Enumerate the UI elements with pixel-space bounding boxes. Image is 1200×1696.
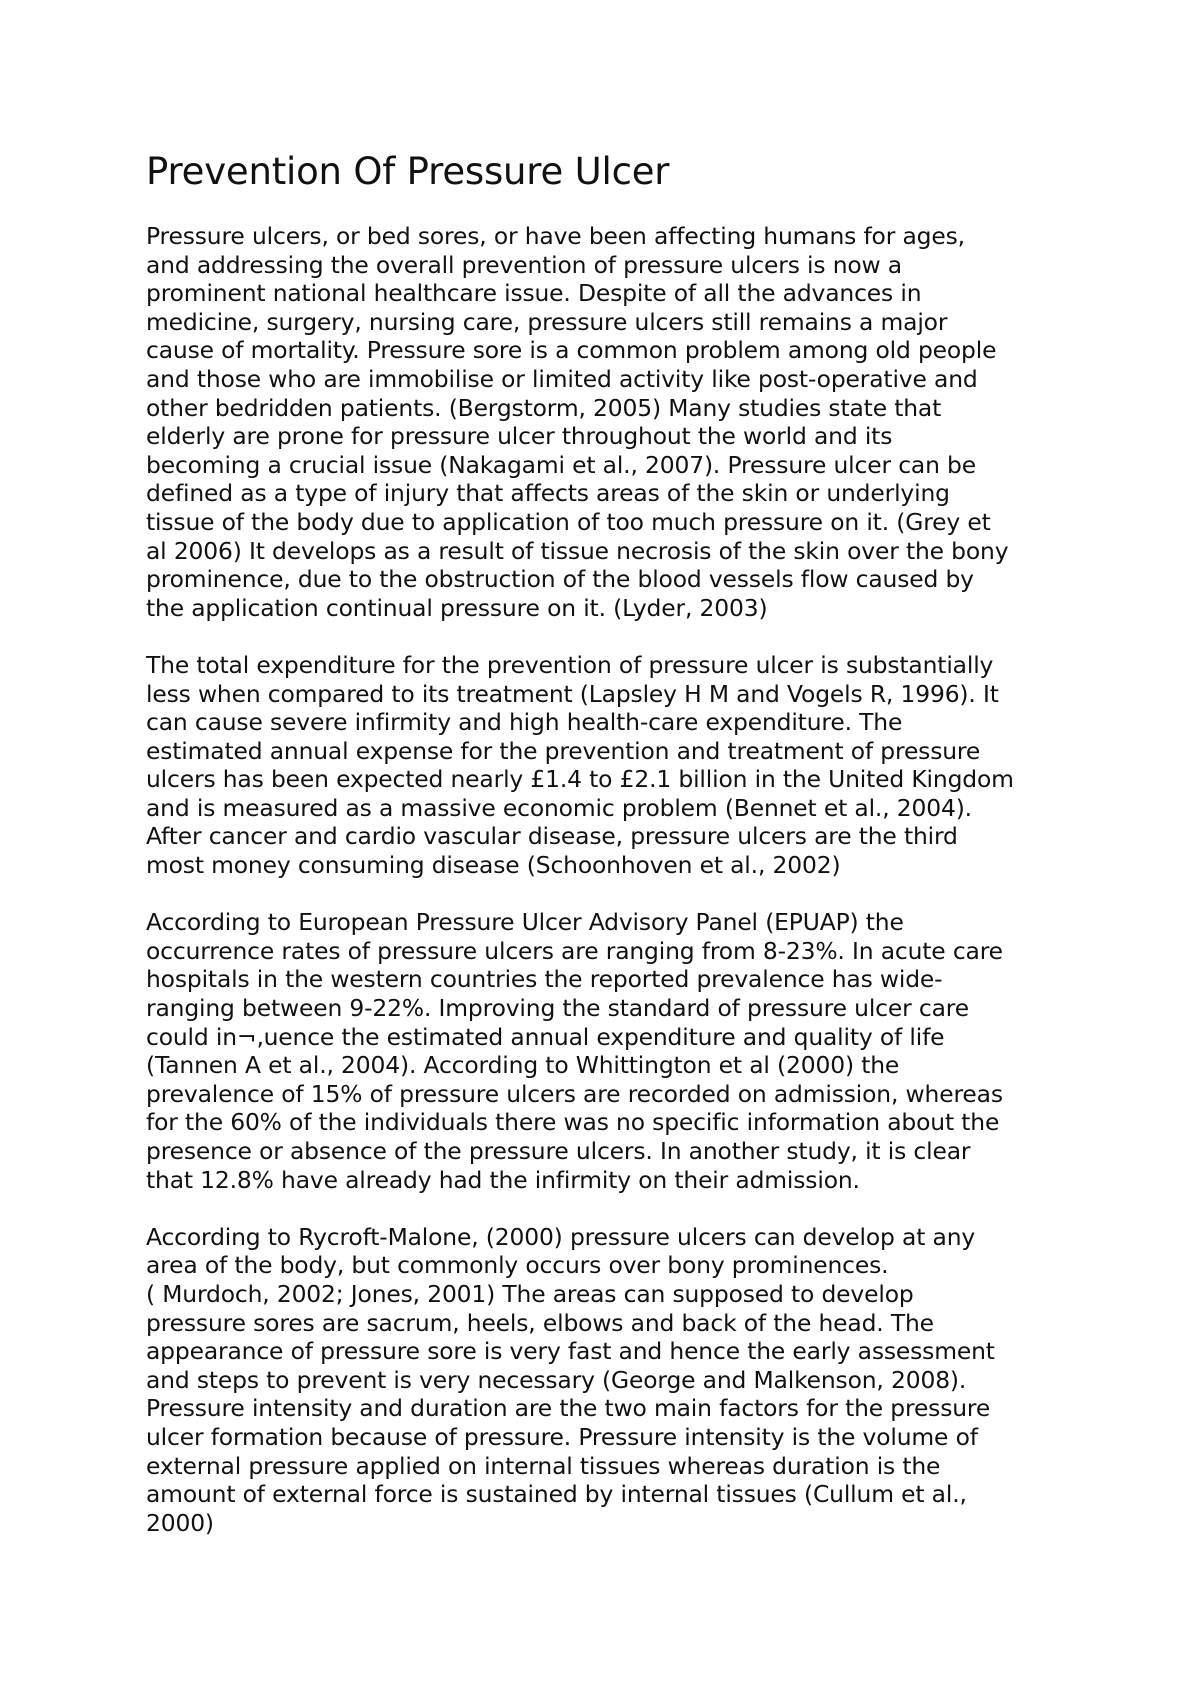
paragraph-risk-factors: According to Rycroft-Malone, (2000) pressure ulcers can develop at any area of the body, but commonly occurs over bony prominences. ( Murdoch, 2002; Jones, 2001) The areas can supposed to develop pressure sores are sacrum, heels, elbows and back of the head. The appearance of pressure sore is very fast and hence the early assessment and steps to prevent is very necessary (George and Malkenson, 2008). Pressure intensity and duration are the two main factors for the pressure ulcer formation because of pressure. Pressure intensity is the volume of external pressure applied on internal tissues whereas duration is the amount of external force is sustained by internal tissues (Cullum et al., 2000) (146, 1222, 995, 1537)
document-body (146, 148, 1076, 1537)
paragraph-prevalence: According to European Pressure Ulcer Advisory Panel (EPUAP) the occurrence rates of pressure ulcers are ranging from 8-23%. In acute care hospitals in the western countries the reported prevalence has wide- ranging between 9-22%. Improving the standard of pressure ulcer care could in¬‚uence the estimated annual expenditure and quality of life (Tannen A et al., 2004). According to Whittington et al (2000) the prevalence of 15% of pressure ulcers are recorded on admission, whereas for the 60% of the individuals there was no specific information about the presence or absence of the pressure ulcers. In another study, it is clear that 12.8% have already had the infirmity on their admission. (146, 908, 1003, 1194)
paragraph-expenditure: The total expenditure for the prevention of pressure ulcer is substantially less when compared to its treatment (Lapsley H M and Vogels R, 1996). It can cause severe infirmity and high health-care expenditure. The estimated annual expense for the prevention and treatment of pressure ulcers has been expected nearly £1.4 to £2.1 billion in the United Kingdom and is measured as a massive economic problem (Bennet et al., 2004). After cancer and cardio vascular disease, pressure ulcers are the third most money consuming disease (Schoonhoven et al., 2002) (146, 650, 1014, 880)
paragraph-overview: Pressure ulcers, or bed sores, or have been affecting humans for ages, and addressing the overall prevention of pressure ulcers is now a prominent national healthcare issue. Despite of all the advances in medicine, surgery, nursing care, pressure ulcers still remains a major cause of mortality. Pressure sore is a common problem among old people and those who are immobilise or limited activity like post-operative and other bedridden patients. (Bergstorm, 2005) Many studies state that elderly are prone for pressure ulcer throughout the world and its becoming a crucial issue (Nakagami et al., 2007). Pressure ulcer can be defined as a type of injury that affects areas of the skin or underlying tissue of the body due to application of too much pressure on it. (Grey et al 2006) It develops as a result of tissue necrosis of the skin over the bony prominence, due to the obstruction of the blood vessels flow caused by the application continual pressure on it. (Lyder, 2003) (146, 222, 1009, 622)
document-title: Prevention Of Pressure Ulcer (146, 150, 670, 193)
